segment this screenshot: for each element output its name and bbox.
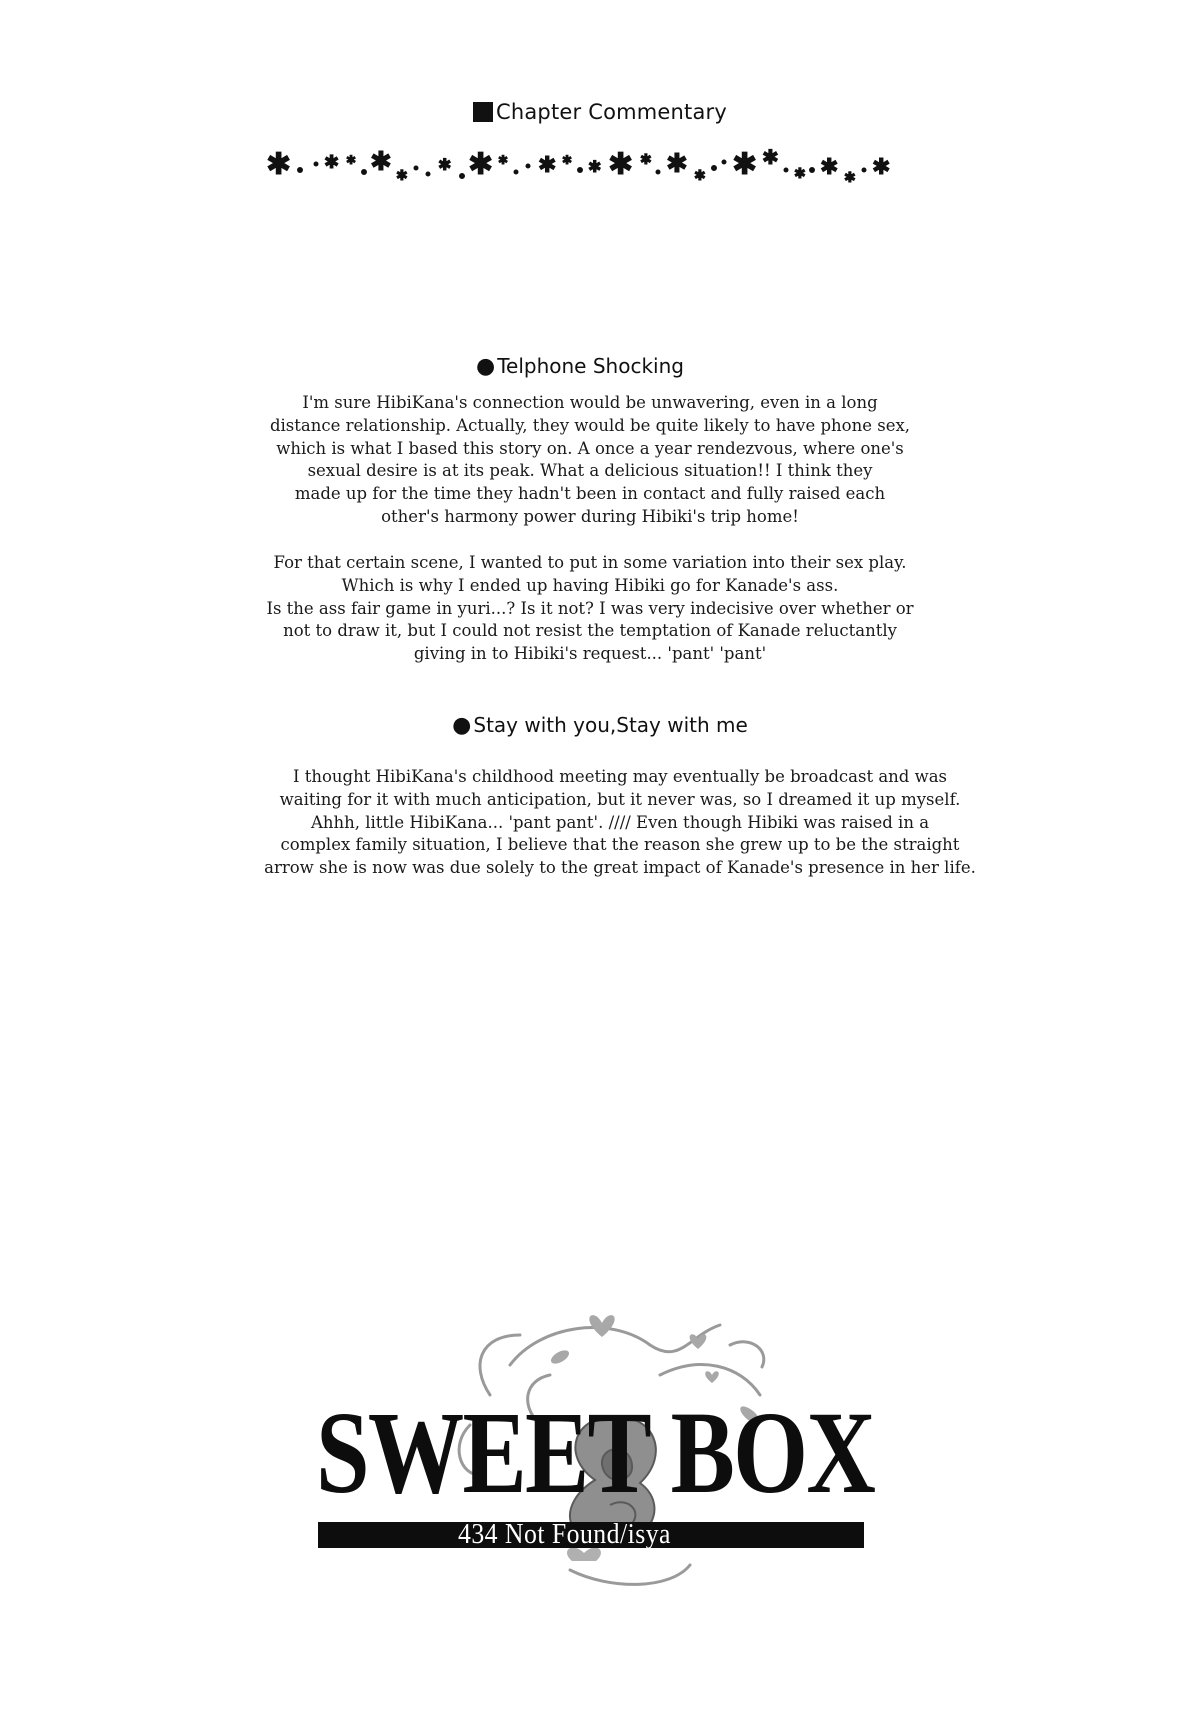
chapter-heading — [0, 100, 1200, 124]
text-line: not to draw it, but I could not resist the temptation of Kanade reluctantly — [283, 621, 897, 641]
section-title-telephone-shocking — [0, 354, 1180, 379]
text-line: distance relationship. Actually, they would be quite likely to have phone sex, — [269, 415, 911, 435]
svg-text:✱: ✱ — [872, 155, 891, 180]
text-line: Which is why I ended up having Hibiki go for Kanade's ass. — [341, 575, 839, 595]
svg-text:✱: ✱ — [666, 149, 688, 179]
svg-text:✱: ✱ — [844, 170, 856, 186]
section-title-stay-with-you — [0, 713, 1200, 738]
circle-bullet-icon: ● — [452, 713, 472, 738]
section-title-text: Telphone Shocking — [497, 354, 684, 378]
svg-text:✱: ✱ — [794, 166, 806, 182]
text-line: arrow she is now was due solely to the great impact of Kanade's presence in her life. — [264, 858, 976, 878]
text-line: giving in to Hibiki's request... 'pant' 'pant' — [413, 644, 767, 664]
text-line: I'm sure HibiKana's connection would be unwavering, even in a long — [302, 393, 878, 412]
svg-text:✱: ✱ — [346, 153, 357, 167]
svg-text:✱: ✱ — [640, 152, 652, 168]
svg-text:✱: ✱ — [820, 155, 839, 180]
svg-text:✱: ✱ — [588, 157, 602, 176]
text-line: waiting for it with much anticipation, but it never was, so I dreamed it up myself. — [279, 789, 961, 809]
text-line: For that certain scene, I wanted to put in some variation into their sex play. — [273, 553, 907, 572]
text-line: complex family situation, I believe that the reason she grew up to be the straight — [280, 835, 960, 855]
svg-text:✱: ✱ — [396, 168, 408, 184]
text-line: Is the ass fair game in yuri...? Is it not? I was very indecisive over whether or — [266, 598, 914, 618]
svg-text:✱: ✱ — [762, 145, 779, 169]
svg-text:✱: ✱ — [538, 153, 557, 178]
chapter-heading-text: Chapter Commentary — [495, 100, 728, 124]
svg-text:✱: ✱ — [694, 168, 706, 184]
svg-text:✱: ✱ — [608, 147, 634, 182]
svg-text:✱: ✱ — [370, 147, 392, 177]
svg-text:✱: ✱ — [438, 155, 452, 174]
text-line: I thought HibiKana's childhood meeting may eventually be broadcast and was — [292, 767, 948, 786]
text-line: made up for the time they hadn't been in contact and fully raised each — [294, 484, 886, 504]
sweet-box-logo-title: SWEET BOX — [316, 1387, 875, 1519]
svg-text:✱: ✱ — [732, 147, 758, 182]
svg-text:✱: ✱ — [562, 153, 573, 167]
section-title-text: Stay with you,Stay with me — [473, 713, 748, 737]
text-line: Ahhh, little HibiKana... 'pant pant'. //// Even though Hibiki was raised in a — [310, 812, 930, 832]
text-line: other's harmony power during Hibiki's trip home! — [381, 506, 799, 526]
circle-bullet-icon: ● — [476, 354, 496, 379]
svg-text:✱: ✱ — [266, 147, 292, 182]
square-bullet-icon — [473, 102, 493, 122]
text-line: which is what I based this story on. A once a year rendezvous, where one's — [276, 438, 904, 458]
text-line: sexual desire is at its peak. What a delicious situation!! I think they — [307, 461, 873, 481]
logo-subtitle: 434 Not Found/isya — [458, 1519, 671, 1550]
svg-text:✱: ✱ — [468, 147, 494, 182]
star-divider-ornament — [266, 140, 936, 190]
svg-text:✱: ✱ — [324, 152, 340, 173]
svg-text:✱: ✱ — [498, 153, 509, 167]
section-2-paragraph-1 — [220, 766, 1020, 880]
section-1-paragraph-2 — [190, 552, 990, 666]
section-1-paragraph-1 — [190, 392, 990, 529]
